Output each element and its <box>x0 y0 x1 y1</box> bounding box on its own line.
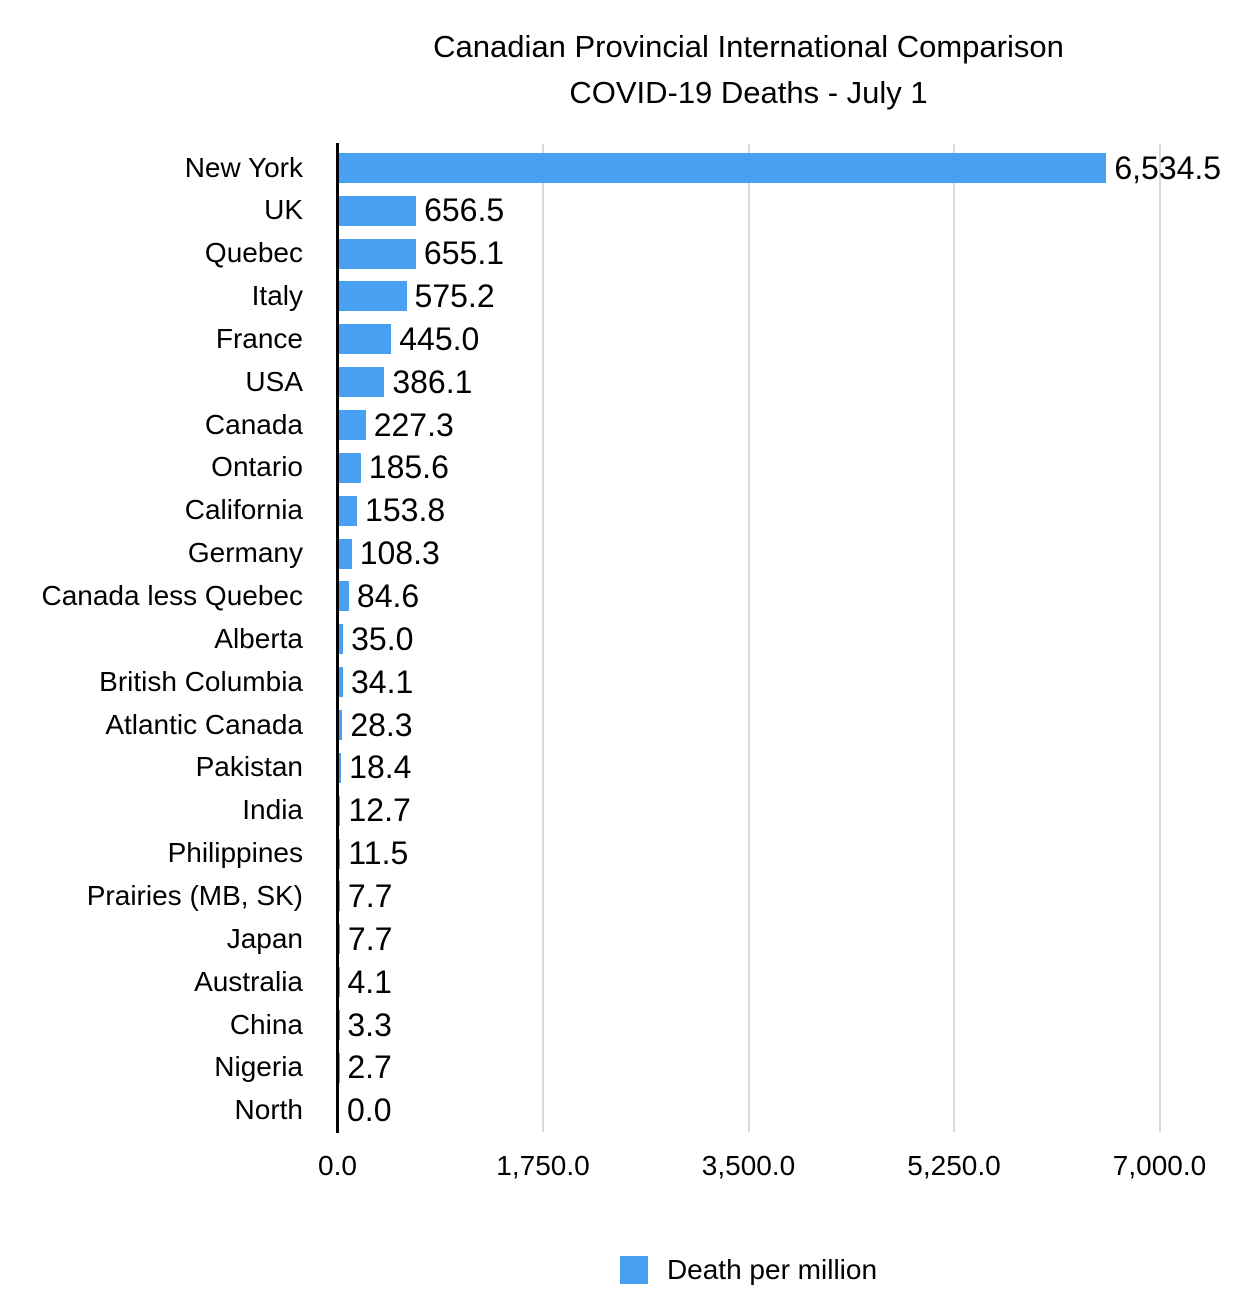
value-label: 84.6 <box>356 578 420 614</box>
value-label: 153.8 <box>365 492 446 529</box>
value-label: 34.1 <box>351 663 414 700</box>
bar <box>339 839 340 869</box>
bar <box>339 453 361 483</box>
bar <box>339 281 407 311</box>
value-label: 4.1 <box>347 963 392 1000</box>
bar-row <box>0 446 1258 489</box>
value-label: 35.0 <box>351 620 414 657</box>
bar-row <box>0 275 1258 318</box>
x-tick-label: 5,250.0 <box>907 1150 1001 1181</box>
bar-row <box>0 575 1258 618</box>
value-label: 18.4 <box>349 749 412 786</box>
chart-title-line2: COVID-19 Deaths - July 1 <box>569 75 928 110</box>
category-label: Nigeria <box>214 1051 303 1083</box>
category-label: Pakistan <box>195 751 303 783</box>
bar-row <box>0 918 1258 961</box>
bar-row <box>0 1004 1258 1047</box>
bar-row <box>0 746 1258 789</box>
bar <box>339 410 366 440</box>
value-label: 108.3 <box>359 535 440 572</box>
category-label: Philippines <box>167 837 303 869</box>
value-label: 12.7 <box>348 792 411 829</box>
bar <box>339 153 1106 183</box>
value-label: 185.6 <box>368 449 449 486</box>
value-label: 0.0 <box>347 1092 392 1129</box>
category-label: New York <box>184 151 303 183</box>
value-label: 3.3 <box>347 1006 392 1043</box>
bar-row <box>0 189 1258 232</box>
bar-row <box>0 147 1258 190</box>
bar-row <box>0 704 1258 747</box>
bar-row <box>0 661 1258 704</box>
chart-title-line1: Canadian Provincial International Comparison <box>433 29 1064 64</box>
value-label: 28.3 <box>350 706 413 743</box>
bar-row <box>0 832 1258 875</box>
bar <box>339 196 416 226</box>
bar <box>339 324 391 354</box>
category-label: North <box>234 1094 303 1126</box>
value-label: 7.7 <box>347 920 393 957</box>
category-label: India <box>242 794 303 826</box>
bar <box>339 924 340 954</box>
bar <box>339 239 416 269</box>
value-label: 575.2 <box>414 278 495 315</box>
value-label: 656.5 <box>424 192 505 229</box>
bar-row <box>0 618 1258 661</box>
category-label: France <box>215 322 303 354</box>
bar <box>339 367 384 397</box>
value-label: 655.1 <box>423 235 504 272</box>
category-label: Quebec <box>204 237 303 269</box>
bar-row <box>0 875 1258 918</box>
x-tick-label: 1,750.0 <box>496 1150 590 1181</box>
category-label: Prairies (MB, SK) <box>86 879 303 911</box>
bar-row <box>0 789 1258 832</box>
bar-row <box>0 404 1258 447</box>
category-label: UK <box>264 194 303 226</box>
category-label: China <box>229 1008 303 1040</box>
category-label: Ontario <box>211 451 303 483</box>
value-label: 7.7 <box>347 877 393 914</box>
bar <box>339 796 340 826</box>
value-label: 386.1 <box>392 363 473 400</box>
bar-row <box>0 1046 1258 1089</box>
x-tick-label: 0.0 <box>318 1150 357 1181</box>
bar <box>339 581 349 611</box>
value-label: 2.7 <box>347 1049 392 1086</box>
bar-row <box>0 961 1258 1004</box>
bar <box>339 624 343 654</box>
category-label: Canada less Quebec <box>41 580 303 611</box>
bar <box>339 539 352 569</box>
x-tick-label: 3,500.0 <box>701 1150 796 1181</box>
category-label: Australia <box>194 965 303 997</box>
value-label: 445.0 <box>399 320 480 357</box>
bar <box>339 710 342 740</box>
bar <box>339 667 343 697</box>
category-label: British Columbia <box>99 665 303 697</box>
bar-row <box>0 532 1258 575</box>
category-label: Canada <box>204 408 303 440</box>
category-label: California <box>184 494 303 526</box>
bar-row <box>0 361 1258 404</box>
bar-row <box>0 1089 1258 1132</box>
value-label: 227.3 <box>373 406 454 443</box>
category-label: Alberta <box>214 622 303 654</box>
category-label: Germany <box>187 537 303 569</box>
legend-swatch-icon <box>620 1256 648 1284</box>
bar-row <box>0 489 1258 532</box>
value-label: 6,534.5 <box>1114 149 1222 186</box>
value-label: 11.5 <box>348 835 409 872</box>
legend-label: Death per million <box>666 1254 878 1285</box>
legend <box>337 1254 1160 1286</box>
category-label: USA <box>245 365 303 397</box>
bar <box>339 753 341 783</box>
category-label: Italy <box>251 280 303 312</box>
bar <box>339 496 357 526</box>
bar <box>339 881 340 911</box>
category-label: Atlantic Canada <box>105 708 303 740</box>
category-label: Japan <box>226 922 303 954</box>
bar-row <box>0 318 1258 361</box>
x-tick-label: 7,000.0 <box>1112 1150 1207 1181</box>
bar-row <box>0 232 1258 275</box>
